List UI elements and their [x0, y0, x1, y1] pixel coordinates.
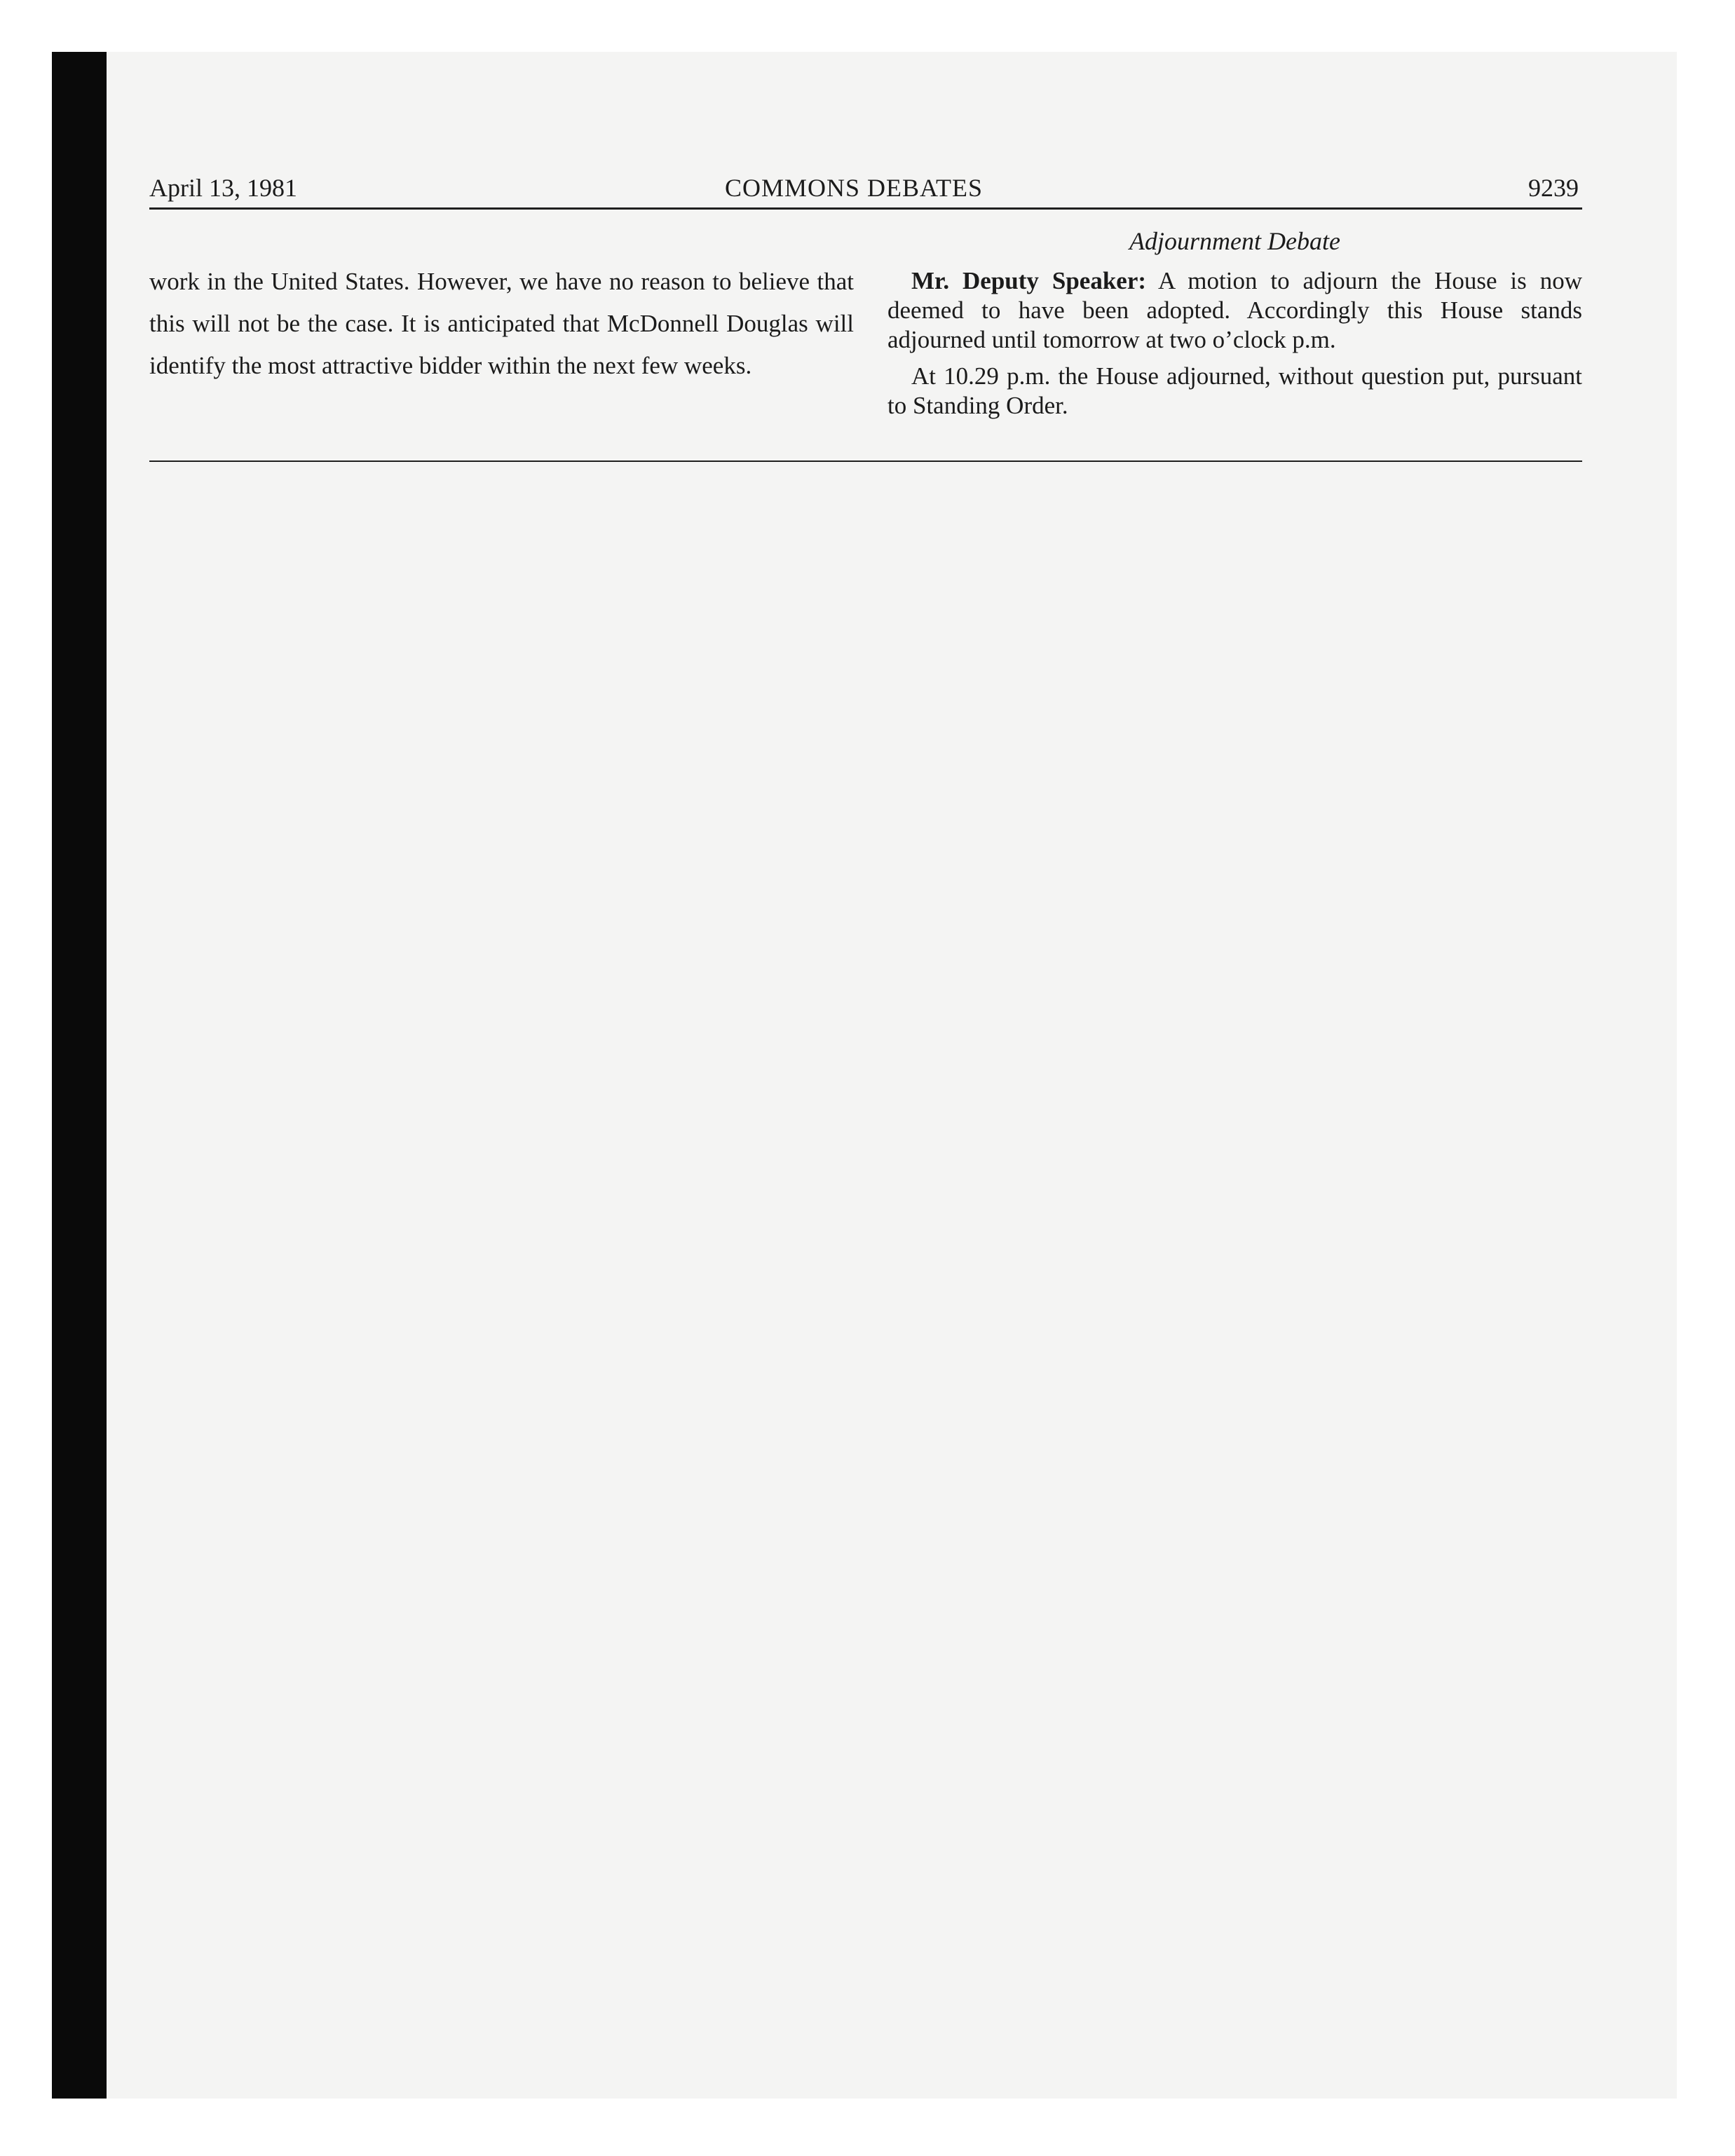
- adjournment-note: At 10.29 p.m. the House adjourned, without question put, pursuant to Standing Order.: [887, 362, 1582, 419]
- left-column-paragraph: work in the United States. However, we have no reason to believe that this will not be the case. It is anticipated that McDonnell Douglas will identify the most attractive bidder within the next few weeks.: [149, 268, 854, 379]
- speaker-paragraph: [887, 266, 1582, 355]
- section-heading: Adjournment Debate: [1129, 227, 1340, 255]
- header-title: COMMONS DEBATES: [725, 174, 984, 202]
- left-column: [149, 261, 854, 387]
- speaker-name: Mr. Deputy Speaker:: [911, 267, 1147, 294]
- header-rule: [149, 207, 1582, 210]
- header-page-number: 9239: [1528, 174, 1579, 202]
- scan-edge-shadow: [52, 52, 107, 2099]
- header-date: April 13, 1981: [149, 174, 297, 202]
- right-column: [887, 224, 1582, 428]
- end-rule: [149, 460, 1582, 462]
- speaker-statement: A motion to adjourn the House is now deemed to have been adopted. Accordingly this House stands adjourned until tomorrow at two o’clock p.m.: [887, 267, 1582, 353]
